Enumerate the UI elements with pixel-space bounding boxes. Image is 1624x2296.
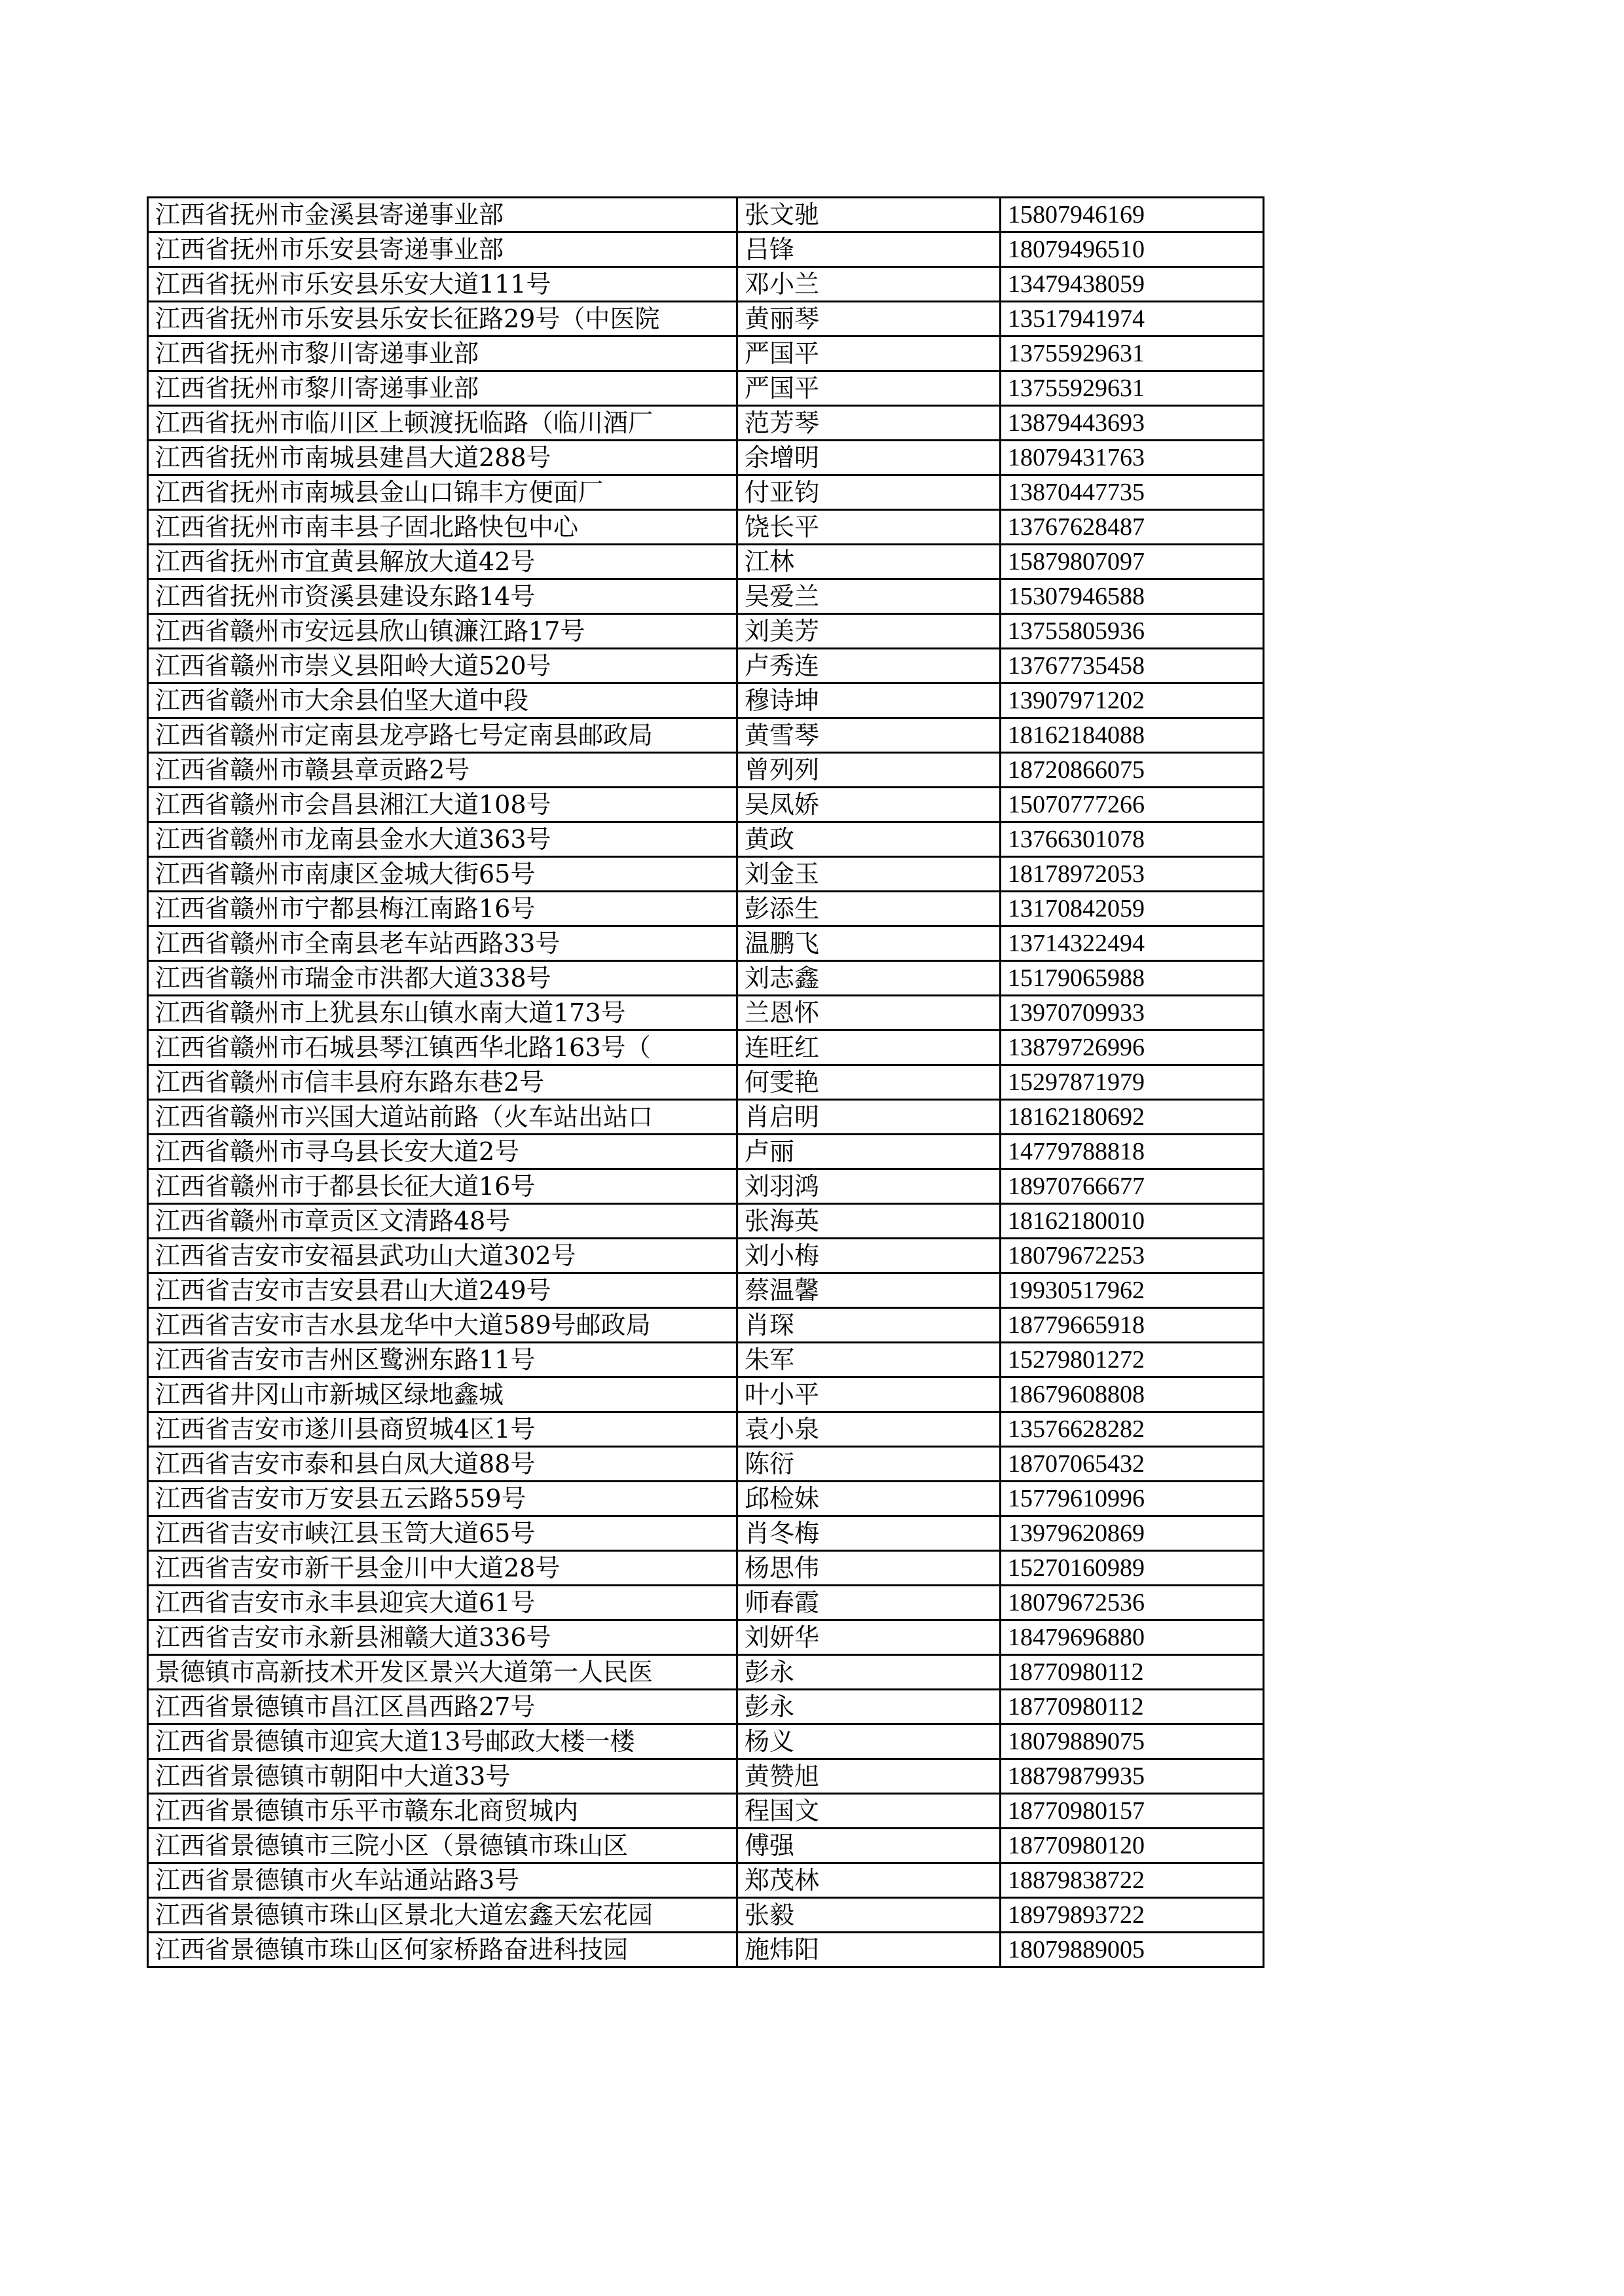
- name-cell: 严国平: [737, 371, 1001, 406]
- name-cell: 范芳琴: [737, 406, 1001, 441]
- table-row: [148, 1898, 1264, 1933]
- address-cell: 江西省吉安市永丰县迎宾大道61号: [148, 1586, 737, 1620]
- contact-table-body: [148, 198, 1264, 1967]
- phone-cell: 18979893722: [1001, 1898, 1264, 1933]
- name-cell: 黄雪琴: [737, 718, 1001, 753]
- address-cell: 江西省抚州市乐安县乐安长征路29号（中医院: [148, 302, 737, 337]
- phone-cell: 18079889075: [1001, 1724, 1264, 1759]
- address-cell: 江西省赣州市大余县伯坚大道中段: [148, 683, 737, 718]
- address-cell: 江西省吉安市吉州区鹭洲东路11号: [148, 1343, 737, 1377]
- name-cell: 施炜阳: [737, 1933, 1001, 1967]
- name-cell: 刘小梅: [737, 1239, 1001, 1273]
- address-cell: 江西省景德镇市乐平市赣东北商贸城内: [148, 1794, 737, 1829]
- phone-cell: 18879879935: [1001, 1759, 1264, 1794]
- phone-cell: 13767735458: [1001, 649, 1264, 683]
- address-cell: 江西省赣州市章贡区文清路48号: [148, 1204, 737, 1239]
- phone-cell: 13170842059: [1001, 892, 1264, 926]
- table-row: [148, 1724, 1264, 1759]
- address-cell: 江西省抚州市南丰县子固北路快包中心: [148, 510, 737, 545]
- table-row: [148, 961, 1264, 996]
- name-cell: 黄丽琴: [737, 302, 1001, 337]
- table-row: [148, 1447, 1264, 1482]
- table-row: [148, 232, 1264, 267]
- table-row: [148, 1829, 1264, 1863]
- table-row: [148, 1516, 1264, 1551]
- name-cell: 张海英: [737, 1204, 1001, 1239]
- address-cell: 江西省赣州市全南县老车站西路33号: [148, 926, 737, 961]
- address-cell: 江西省赣州市定南县龙亭路七号定南县邮政局: [148, 718, 737, 753]
- address-cell: 江西省抚州市临川区上顿渡抚临路（临川酒厂: [148, 406, 737, 441]
- phone-cell: 13879726996: [1001, 1030, 1264, 1065]
- table-row: [148, 198, 1264, 232]
- address-cell: 江西省吉安市泰和县白凤大道88号: [148, 1447, 737, 1482]
- phone-cell: 15279801272: [1001, 1343, 1264, 1377]
- phone-cell: 18479696880: [1001, 1620, 1264, 1655]
- phone-cell: 18162184088: [1001, 718, 1264, 753]
- name-cell: 严国平: [737, 337, 1001, 371]
- name-cell: 叶小平: [737, 1377, 1001, 1412]
- phone-cell: 18079431763: [1001, 441, 1264, 475]
- table-row: [148, 1169, 1264, 1204]
- table-row: [148, 1759, 1264, 1794]
- phone-cell: 18770980112: [1001, 1655, 1264, 1690]
- name-cell: 卢丽: [737, 1135, 1001, 1169]
- name-cell: 陈衍: [737, 1447, 1001, 1482]
- address-cell: 江西省赣州市会昌县湘江大道108号: [148, 788, 737, 822]
- name-cell: 余增明: [737, 441, 1001, 475]
- table-row: [148, 337, 1264, 371]
- phone-cell: 15807946169: [1001, 198, 1264, 232]
- phone-cell: 13479438059: [1001, 267, 1264, 302]
- table-row: [148, 753, 1264, 788]
- name-cell: 吴爱兰: [737, 579, 1001, 614]
- phone-cell: 15270160989: [1001, 1551, 1264, 1586]
- name-cell: 黄赞旭: [737, 1759, 1001, 1794]
- name-cell: 肖启明: [737, 1100, 1001, 1135]
- phone-cell: 18707065432: [1001, 1447, 1264, 1482]
- phone-cell: 13970709933: [1001, 996, 1264, 1030]
- address-cell: 江西省抚州市资溪县建设东路14号: [148, 579, 737, 614]
- table-row: [148, 892, 1264, 926]
- name-cell: 温鹏飞: [737, 926, 1001, 961]
- address-cell: 江西省赣州市赣县章贡路2号: [148, 753, 737, 788]
- name-cell: 杨义: [737, 1724, 1001, 1759]
- name-cell: 刘志鑫: [737, 961, 1001, 996]
- table-row: [148, 1794, 1264, 1829]
- address-cell: 江西省景德镇市火车站通站路3号: [148, 1863, 737, 1898]
- address-cell: 江西省赣州市信丰县府东路东巷2号: [148, 1065, 737, 1100]
- name-cell: 刘羽鸿: [737, 1169, 1001, 1204]
- phone-cell: 18162180692: [1001, 1100, 1264, 1135]
- address-cell: 江西省抚州市南城县金山口锦丰方便面厂: [148, 475, 737, 510]
- table-row: [148, 302, 1264, 337]
- name-cell: 彭永: [737, 1655, 1001, 1690]
- table-row: [148, 1100, 1264, 1135]
- phone-cell: 13907971202: [1001, 683, 1264, 718]
- name-cell: 黄政: [737, 822, 1001, 857]
- address-cell: 江西省吉安市永新县湘赣大道336号: [148, 1620, 737, 1655]
- name-cell: 卢秀连: [737, 649, 1001, 683]
- address-cell: 江西省赣州市于都县长征大道16号: [148, 1169, 737, 1204]
- name-cell: 傅强: [737, 1829, 1001, 1863]
- name-cell: 彭添生: [737, 892, 1001, 926]
- phone-cell: 15297871979: [1001, 1065, 1264, 1100]
- table-row: [148, 545, 1264, 579]
- phone-cell: 13767628487: [1001, 510, 1264, 545]
- table-row: [148, 267, 1264, 302]
- table-row: [148, 1065, 1264, 1100]
- table-row: [148, 649, 1264, 683]
- address-cell: 江西省抚州市宜黄县解放大道42号: [148, 545, 737, 579]
- name-cell: 蔡温馨: [737, 1273, 1001, 1308]
- name-cell: 兰恩怀: [737, 996, 1001, 1030]
- address-cell: 江西省抚州市黎川寄递事业部: [148, 337, 737, 371]
- address-cell: 江西省赣州市崇义县阳岭大道520号: [148, 649, 737, 683]
- address-cell: 江西省井冈山市新城区绿地鑫城: [148, 1377, 737, 1412]
- table-row: [148, 1273, 1264, 1308]
- address-cell: 江西省吉安市安福县武功山大道302号: [148, 1239, 737, 1273]
- phone-cell: 18162180010: [1001, 1204, 1264, 1239]
- table-row: [148, 822, 1264, 857]
- phone-cell: 18770980112: [1001, 1690, 1264, 1724]
- table-row: [148, 1239, 1264, 1273]
- address-cell: 江西省景德镇市珠山区何家桥路奋进科技园: [148, 1933, 737, 1967]
- phone-cell: 18079889005: [1001, 1933, 1264, 1967]
- address-cell: 江西省景德镇市珠山区景北大道宏鑫天宏花园: [148, 1898, 737, 1933]
- address-cell: 江西省赣州市南康区金城大街65号: [148, 857, 737, 892]
- table-row: [148, 579, 1264, 614]
- table-row: [148, 441, 1264, 475]
- name-cell: 曾列列: [737, 753, 1001, 788]
- name-cell: 张文驰: [737, 198, 1001, 232]
- address-cell: 江西省赣州市寻乌县长安大道2号: [148, 1135, 737, 1169]
- table-row: [148, 510, 1264, 545]
- name-cell: 郑茂林: [737, 1863, 1001, 1898]
- name-cell: 邓小兰: [737, 267, 1001, 302]
- table-row: [148, 996, 1264, 1030]
- address-cell: 江西省赣州市瑞金市洪都大道338号: [148, 961, 737, 996]
- name-cell: 肖冬梅: [737, 1516, 1001, 1551]
- name-cell: 何雯艳: [737, 1065, 1001, 1100]
- address-cell: 江西省吉安市新干县金川中大道28号: [148, 1551, 737, 1586]
- name-cell: 刘妍华: [737, 1620, 1001, 1655]
- name-cell: 饶长平: [737, 510, 1001, 545]
- name-cell: 肖琛: [737, 1308, 1001, 1343]
- phone-cell: 13755929631: [1001, 337, 1264, 371]
- phone-cell: 15307946588: [1001, 579, 1264, 614]
- address-cell: 江西省抚州市乐安县乐安大道111号: [148, 267, 737, 302]
- phone-cell: 18079496510: [1001, 232, 1264, 267]
- name-cell: 袁小泉: [737, 1412, 1001, 1447]
- name-cell: 张毅: [737, 1898, 1001, 1933]
- name-cell: 刘美芳: [737, 614, 1001, 649]
- table-row: [148, 1482, 1264, 1516]
- table-row: [148, 1551, 1264, 1586]
- phone-cell: 13979620869: [1001, 1516, 1264, 1551]
- name-cell: 穆诗坤: [737, 683, 1001, 718]
- address-cell: 江西省赣州市兴国大道站前路（火车站出站口: [148, 1100, 737, 1135]
- table-row: [148, 1655, 1264, 1690]
- table-row: [148, 1308, 1264, 1343]
- table-row: [148, 718, 1264, 753]
- phone-cell: 18079672253: [1001, 1239, 1264, 1273]
- address-cell: 江西省景德镇市昌江区昌西路27号: [148, 1690, 737, 1724]
- address-cell: 江西省抚州市金溪县寄递事业部: [148, 198, 737, 232]
- address-cell: 江西省抚州市乐安县寄递事业部: [148, 232, 737, 267]
- table-row: [148, 1030, 1264, 1065]
- name-cell: 邱检妹: [737, 1482, 1001, 1516]
- name-cell: 朱军: [737, 1343, 1001, 1377]
- table-row: [148, 1620, 1264, 1655]
- table-row: [148, 788, 1264, 822]
- address-cell: 江西省赣州市龙南县金水大道363号: [148, 822, 737, 857]
- phone-cell: 13714322494: [1001, 926, 1264, 961]
- address-cell: 江西省吉安市遂川县商贸城4区1号: [148, 1412, 737, 1447]
- table-row: [148, 857, 1264, 892]
- phone-cell: 19930517962: [1001, 1273, 1264, 1308]
- address-cell: 江西省吉安市峡江县玉笥大道65号: [148, 1516, 737, 1551]
- phone-cell: 18679608808: [1001, 1377, 1264, 1412]
- phone-cell: 18770980120: [1001, 1829, 1264, 1863]
- table-row: [148, 371, 1264, 406]
- table-row: [148, 406, 1264, 441]
- phone-cell: 13576628282: [1001, 1412, 1264, 1447]
- address-cell: 江西省赣州市石城县琴江镇西华北路163号（: [148, 1030, 737, 1065]
- phone-cell: 13517941974: [1001, 302, 1264, 337]
- phone-cell: 18970766677: [1001, 1169, 1264, 1204]
- phone-cell: 14779788818: [1001, 1135, 1264, 1169]
- table-row: [148, 614, 1264, 649]
- address-cell: 江西省景德镇市三院小区（景德镇市珠山区: [148, 1829, 737, 1863]
- table-row: [148, 1135, 1264, 1169]
- table-row: [148, 1343, 1264, 1377]
- contact-table: [147, 196, 1264, 1968]
- address-cell: 江西省赣州市安远县欣山镇濂江路17号: [148, 614, 737, 649]
- phone-cell: 13755805936: [1001, 614, 1264, 649]
- phone-cell: 13879443693: [1001, 406, 1264, 441]
- phone-cell: 15179065988: [1001, 961, 1264, 996]
- address-cell: 景德镇市高新技术开发区景兴大道第一人民医: [148, 1655, 737, 1690]
- address-cell: 江西省赣州市宁都县梅江南路16号: [148, 892, 737, 926]
- table-row: [148, 1204, 1264, 1239]
- address-cell: 江西省吉安市万安县五云路559号: [148, 1482, 737, 1516]
- address-cell: 江西省抚州市黎川寄递事业部: [148, 371, 737, 406]
- table-row: [148, 1863, 1264, 1898]
- address-cell: 江西省吉安市吉水县龙华中大道589号邮政局: [148, 1308, 737, 1343]
- address-cell: 江西省景德镇市迎宾大道13号邮政大楼一楼: [148, 1724, 737, 1759]
- name-cell: 杨思伟: [737, 1551, 1001, 1586]
- table-row: [148, 475, 1264, 510]
- phone-cell: 18879838722: [1001, 1863, 1264, 1898]
- table-row: [148, 926, 1264, 961]
- name-cell: 刘金玉: [737, 857, 1001, 892]
- name-cell: 彭永: [737, 1690, 1001, 1724]
- address-cell: 江西省景德镇市朝阳中大道33号: [148, 1759, 737, 1794]
- table-row: [148, 1933, 1264, 1967]
- name-cell: 吴凤娇: [737, 788, 1001, 822]
- address-cell: 江西省吉安市吉安县君山大道249号: [148, 1273, 737, 1308]
- phone-cell: 18779665918: [1001, 1308, 1264, 1343]
- table-row: [148, 1690, 1264, 1724]
- name-cell: 师春霞: [737, 1586, 1001, 1620]
- phone-cell: 18720866075: [1001, 753, 1264, 788]
- phone-cell: 15070777266: [1001, 788, 1264, 822]
- table-row: [148, 1377, 1264, 1412]
- address-cell: 江西省抚州市南城县建昌大道288号: [148, 441, 737, 475]
- name-cell: 江林: [737, 545, 1001, 579]
- name-cell: 程国文: [737, 1794, 1001, 1829]
- phone-cell: 13766301078: [1001, 822, 1264, 857]
- address-cell: 江西省赣州市上犹县东山镇水南大道173号: [148, 996, 737, 1030]
- name-cell: 连旺红: [737, 1030, 1001, 1065]
- phone-cell: 18178972053: [1001, 857, 1264, 892]
- phone-cell: 13755929631: [1001, 371, 1264, 406]
- name-cell: 吕锋: [737, 232, 1001, 267]
- phone-cell: 18079672536: [1001, 1586, 1264, 1620]
- table-row: [148, 1586, 1264, 1620]
- phone-cell: 15779610996: [1001, 1482, 1264, 1516]
- name-cell: 付亚钧: [737, 475, 1001, 510]
- table-row: [148, 683, 1264, 718]
- table-row: [148, 1412, 1264, 1447]
- phone-cell: 15879807097: [1001, 545, 1264, 579]
- phone-cell: 13870447735: [1001, 475, 1264, 510]
- phone-cell: 18770980157: [1001, 1794, 1264, 1829]
